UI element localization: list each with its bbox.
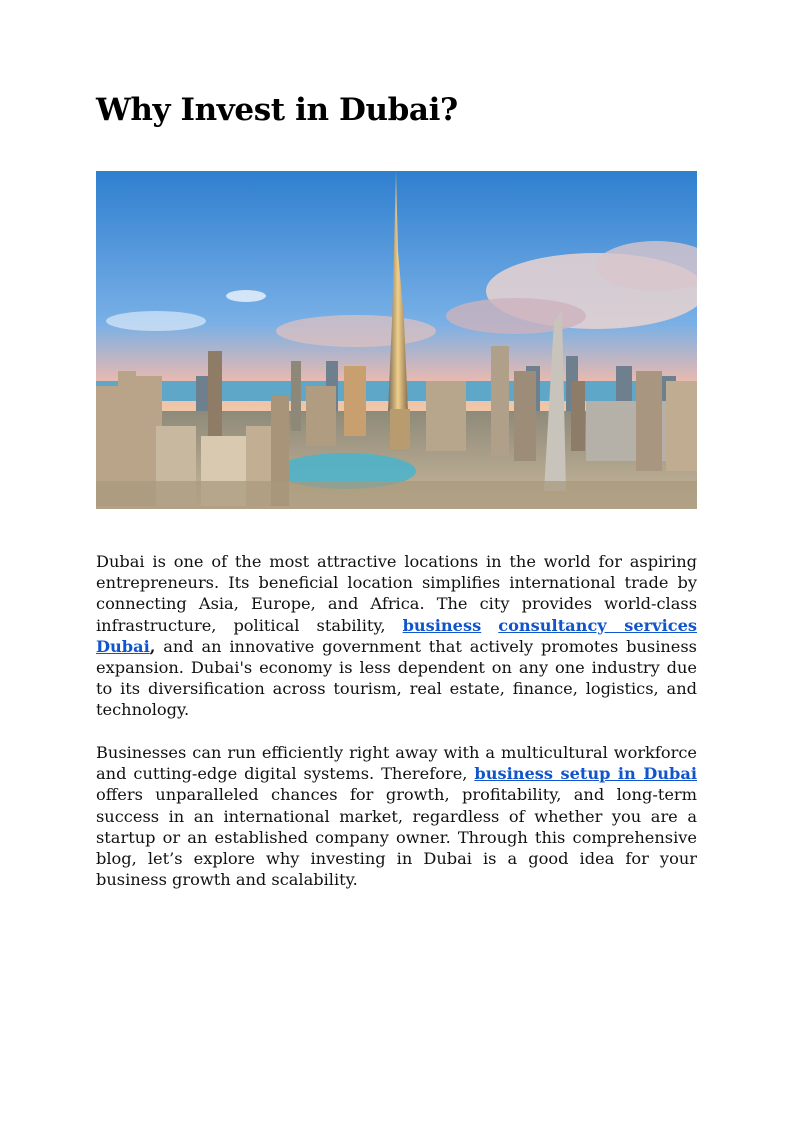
dubai-skyline-image [96, 171, 697, 509]
second-text-start: Businesses can run efficiently right away with a multicultural workforce and cutting-edge digital systems. Therefore, [96, 743, 697, 784]
link-comma: , [149, 636, 156, 656]
second-paragraph [96, 742, 697, 890]
consultancy-services-link[interactable]: consultancy services Dubai [96, 615, 697, 656]
business-link[interactable]: business [402, 615, 482, 635]
intro-text-end: and an innovative government that actively promotes business expansion. Dubai's economy is less dependent on any one industry due to its diversification across tourism, real estate, finance, logistics, and technology. [96, 636, 697, 720]
business-setup-link[interactable]: business setup in Dubai [474, 764, 697, 784]
second-text-end: offers unparalleled chances for growth, profitability, and long-term success in an international market, regardless of whether you are a startup or an established company owner. Through this comprehensive blog, let’s explore why investing in Dubai is a good idea for your business growth and scalability. [96, 785, 697, 890]
intro-text-start: Dubai is one of the most attractive locations in the world for aspiring entrepreneurs. Its beneficial location simplifies international trade by connecting Asia, Europe, and Africa. The city provides world-class infrastructure, political stability, [96, 552, 697, 635]
page-title: Why Invest in Dubai? [96, 92, 458, 128]
intro-paragraph [96, 551, 697, 721]
